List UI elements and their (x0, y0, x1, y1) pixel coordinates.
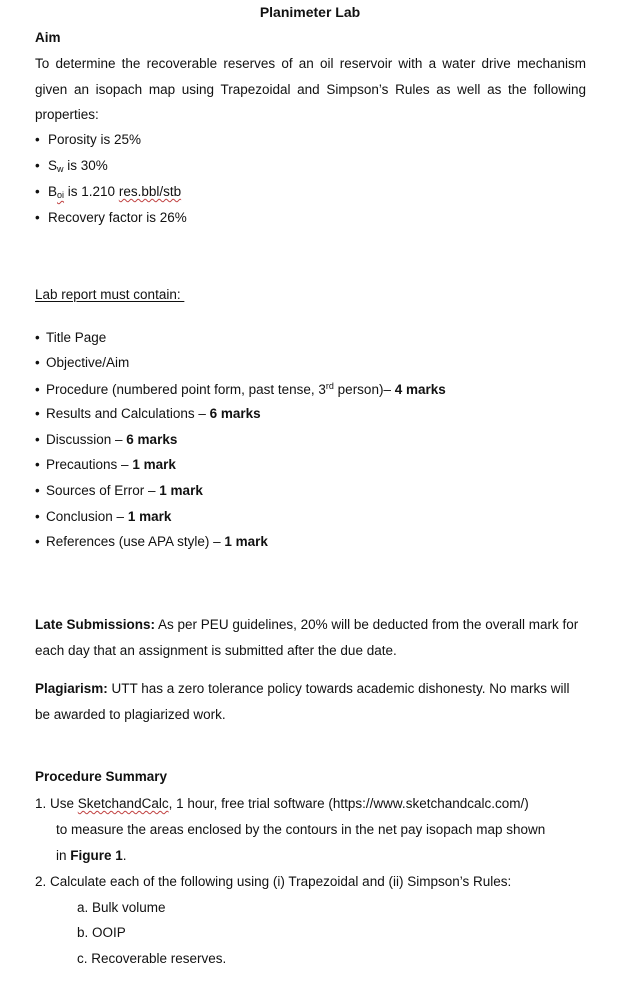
boi-text: is 1.210 (64, 184, 119, 199)
report-item-text: Title Page (46, 330, 107, 345)
report-item (35, 432, 177, 447)
report-item-text: Results and Calculations – (46, 406, 210, 421)
bullet-icon: • (35, 534, 40, 549)
report-item (35, 509, 171, 524)
report-item-marks: 6 marks (126, 432, 178, 447)
property-porosity (35, 132, 141, 147)
boi-subscript: oi (57, 190, 65, 200)
report-item-text: Precautions – (46, 457, 133, 472)
bullet-icon: • (35, 509, 40, 524)
report-item (35, 457, 176, 472)
boi-unit: res.bbl/stb (118, 184, 182, 199)
bullet-icon: • (35, 382, 40, 397)
property-boi (35, 184, 181, 200)
report-item (35, 406, 261, 421)
bullet-icon: • (35, 210, 40, 225)
report-item (35, 381, 446, 397)
report-item-marks: 6 marks (209, 406, 261, 421)
bullet-icon: • (35, 432, 40, 447)
report-item-text: Discussion – (46, 432, 127, 447)
report-heading: Lab report must contain: (35, 287, 185, 302)
bullet-icon: • (35, 457, 40, 472)
property-text: Recovery factor is 26% (48, 210, 187, 225)
bullet-icon: • (35, 184, 40, 199)
sw-text: is 30% (63, 158, 108, 173)
report-item-text: Conclusion – (46, 509, 128, 524)
superscript: rd (325, 381, 334, 391)
bullet-icon: • (35, 132, 40, 147)
report-item-text: person)– (333, 382, 395, 397)
procedure-subitem-a: a. Bulk volume (77, 900, 166, 915)
late-submissions (35, 612, 586, 663)
step-text: in (56, 848, 71, 863)
report-item (35, 330, 106, 345)
report-item (35, 534, 268, 549)
late-text: As per PEU guidelines, 20% will be deducted from the overall mark for each day that an assignment is submitted after the due date. (35, 617, 579, 658)
property-text: Porosity is 25% (48, 132, 142, 147)
report-item-text: Sources of Error – (46, 483, 160, 498)
report-item-marks: 1 mark (159, 483, 203, 498)
report-item-marks: 1 mark (132, 457, 176, 472)
bullet-icon: • (35, 330, 40, 345)
step-text: . (122, 848, 127, 863)
bullet-icon: • (35, 355, 40, 370)
sw-subscript: w (57, 164, 64, 174)
property-sw (35, 158, 108, 174)
sw-symbol: S (48, 158, 58, 173)
software-name: SketchandCalc (77, 796, 169, 811)
property-recovery (35, 210, 187, 225)
step-number: 1. (35, 796, 51, 811)
page-title: Planimeter Lab (259, 4, 361, 20)
bullet-icon: • (35, 483, 40, 498)
step-text: , 1 hour, free trial software (https://www.sketchandcalc.com/) (168, 796, 529, 811)
report-item-text: Procedure (numbered point form, past tense, 3 (46, 382, 326, 397)
bullet-icon: • (35, 406, 40, 421)
procedure-step-1 (35, 796, 529, 811)
aim-heading: Aim (35, 30, 61, 45)
plagiarism-label: Plagiarism: (35, 681, 108, 696)
report-item-text: Objective/Aim (46, 355, 130, 370)
report-item (35, 355, 129, 370)
plagiarism-text: UTT has a zero tolerance policy towards academic dishonesty. No marks will be awarded to plagiarized work. (35, 681, 570, 722)
aim-text: To determine the recoverable reserves of an oil reservoir with a water drive mechanism given an isopach map using Trapezoidal and Simpson’s Rules as well as the following properties: (35, 56, 586, 122)
step-text: Use (50, 796, 78, 811)
report-item (35, 483, 203, 498)
bullet-icon: • (35, 158, 40, 173)
figure-ref: Figure 1 (70, 848, 123, 863)
procedure-step-1-line-3 (56, 848, 127, 863)
report-item-marks: 1 mark (224, 534, 268, 549)
procedure-step-1-line-2: to measure the areas enclosed by the contours in the net pay isopach map shown (56, 822, 546, 837)
late-label: Late Submissions: (35, 617, 156, 632)
boi-symbol: B (48, 184, 58, 199)
plagiarism (35, 676, 586, 727)
report-item-text: References (use APA style) – (46, 534, 225, 549)
procedure-subitem-c: c. Recoverable reserves. (77, 951, 227, 966)
procedure-subitem-b: b. OOIP (77, 925, 126, 940)
procedure-heading: Procedure Summary (35, 769, 168, 784)
report-item-marks: 4 marks (394, 382, 446, 397)
procedure-step-2: 2. Calculate each of the following using (i) Trapezoidal and (ii) Simpson’s Rules: (35, 874, 512, 889)
report-item-marks: 1 mark (127, 509, 172, 524)
